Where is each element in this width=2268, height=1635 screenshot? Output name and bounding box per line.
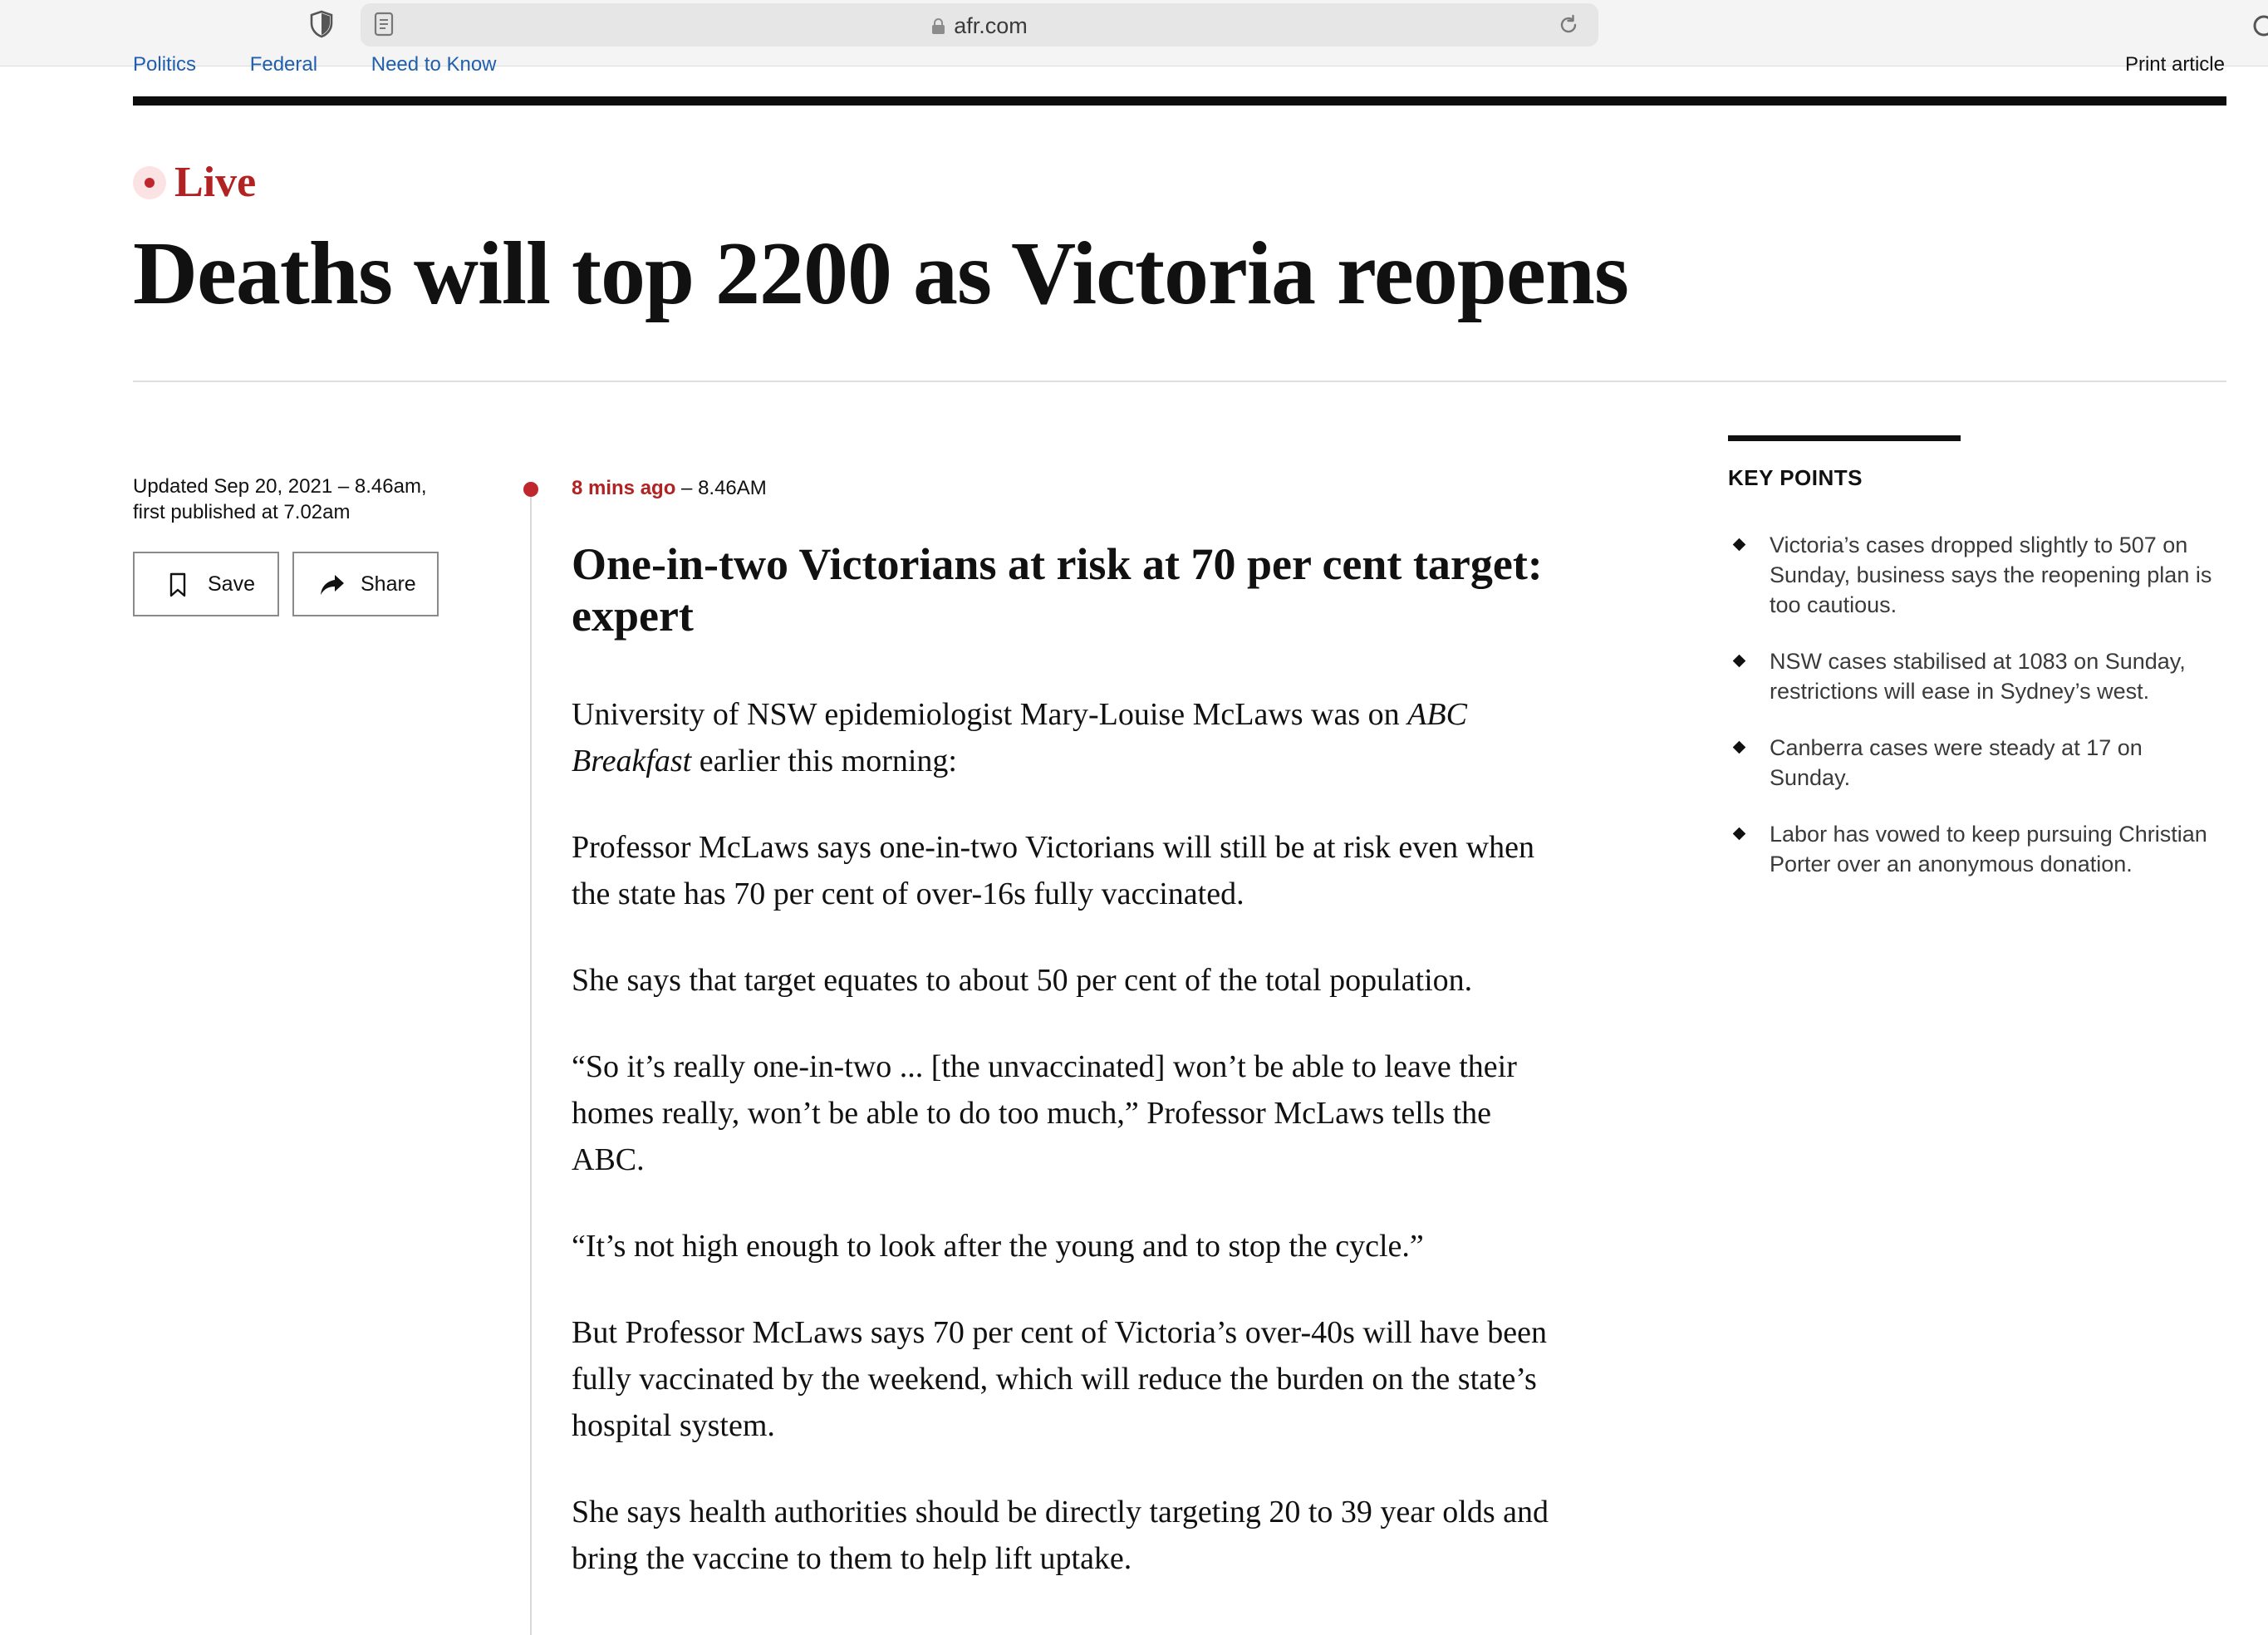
url-display xyxy=(361,13,1598,39)
key-point-text: Canberra cases were steady at 17 on Sunday. xyxy=(1770,735,2143,790)
key-point-text: Labor has vowed to keep pursuing Christian Porter over an anonymous donation. xyxy=(1770,822,2207,876)
headline-divider xyxy=(133,381,2226,382)
post-paragraph: “So it’s really one-in-two ... [the unvaccinated] won’t be able to leave their homes really, won’t be able to do too much,” Professor McLaws tells the ABC. xyxy=(572,1049,1517,1177)
lock-icon xyxy=(931,18,945,35)
live-label: Live xyxy=(174,159,257,206)
print-article-link[interactable]: Print article xyxy=(2124,53,2225,76)
diamond-bullet-icon xyxy=(1733,538,1746,552)
section-nav xyxy=(133,53,545,76)
nav-link-federal[interactable]: Federal xyxy=(249,53,318,76)
live-post xyxy=(572,538,1568,1622)
key-point-text: NSW cases stabilised at 1083 on Sunday, restrictions will ease in Sydney’s west. xyxy=(1770,649,2186,704)
live-badge xyxy=(133,158,256,208)
post-time: 8.46AM xyxy=(698,477,767,499)
key-point-item xyxy=(1728,733,2226,793)
key-point-item xyxy=(1728,530,2226,620)
page-title: Deaths will top 2200 as Victoria reopens xyxy=(133,224,1628,323)
intro-program-name: ABC Breakfast xyxy=(572,697,1467,778)
share-button[interactable] xyxy=(292,552,439,616)
post-timestamp xyxy=(572,477,767,500)
save-label: Save xyxy=(208,572,255,596)
share-label: Share xyxy=(361,572,416,596)
share-arrow-icon xyxy=(319,572,346,598)
key-point-item xyxy=(1728,646,2226,706)
timeline-line xyxy=(530,492,532,1635)
privacy-shield-icon[interactable] xyxy=(309,10,334,38)
key-points-title: KEY POINTS xyxy=(1728,465,1863,490)
published-timestamp: first published at 7.02am xyxy=(133,501,351,523)
post-paragraph: She says health authorities should be directly targeting 20 to 39 year olds and bring the vaccine to them to help lift uptake. xyxy=(572,1495,1549,1576)
post-time-ago: 8 mins ago xyxy=(572,477,676,499)
post-paragraph: But Professor McLaws says 70 per cent of Victoria’s over-40s will have been fully vaccinated by the weekend, which will reduce the burden on the state’s hospital system. xyxy=(572,1315,1547,1443)
key-points-rule xyxy=(1728,435,1961,441)
diamond-bullet-icon xyxy=(1733,655,1746,668)
intro-text-end: earlier this morning: xyxy=(691,744,957,778)
header-rule xyxy=(133,96,2226,106)
nav-link-need-to-know[interactable]: Need to Know xyxy=(371,53,497,76)
post-time-separator: – xyxy=(675,477,699,499)
nav-link-politics[interactable]: Politics xyxy=(133,53,197,76)
save-button[interactable] xyxy=(133,552,279,616)
key-point-item xyxy=(1728,819,2226,879)
bookmark-icon xyxy=(164,572,191,598)
article-meta xyxy=(133,474,427,525)
diamond-bullet-icon xyxy=(1733,741,1746,754)
intro-text-start: University of NSW epidemiologist Mary-Louise McLaws was on xyxy=(572,697,1408,732)
live-dot-icon xyxy=(133,166,166,199)
post-title: One-in-two Victorians at risk at 70 per cent target: expert xyxy=(572,539,1543,641)
post-paragraph-intro xyxy=(572,691,1568,784)
timeline-dot xyxy=(523,482,538,497)
reload-icon[interactable] xyxy=(1557,13,1580,37)
post-paragraph: She says that target equates to about 50 per cent of the total population. xyxy=(572,963,1473,998)
url-text: afr.com xyxy=(954,13,1028,38)
key-point-text: Victoria’s cases dropped slightly to 507 on Sunday, business says the reopening plan is too cautious. xyxy=(1770,533,2212,617)
post-paragraph: Professor McLaws says one-in-two Victorians will still be at risk even when the state has 70 per cent of over-16s fully vaccinated. xyxy=(572,830,1534,911)
diamond-bullet-icon xyxy=(1733,827,1746,841)
reader-view-icon[interactable] xyxy=(374,12,394,37)
address-bar[interactable] xyxy=(361,3,1598,47)
sidebar-toggle-icon[interactable] xyxy=(2251,12,2268,40)
updated-timestamp: Updated Sep 20, 2021 – 8.46am, xyxy=(133,475,427,498)
post-paragraph: “It’s not high enough to look after the young and to stop the cycle.” xyxy=(572,1229,1424,1264)
key-points-list xyxy=(1728,530,2226,906)
